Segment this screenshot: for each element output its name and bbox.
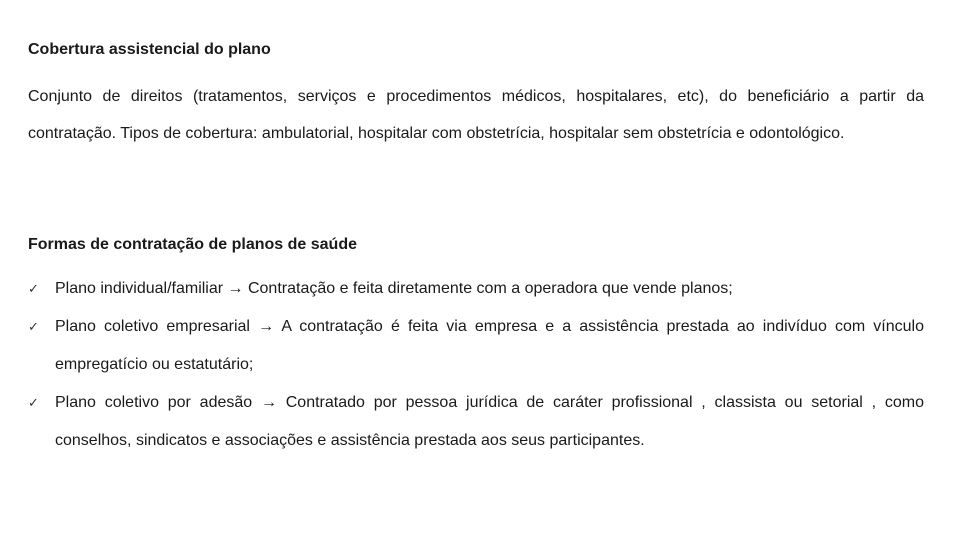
list-item-text: Plano coletivo por adesão → Contratado por pessoa jurídica de caráter profissional , classista ou setorial , como conselhos, sindicatos e associações e assistência prestada aos seus participantes. xyxy=(55,394,924,449)
checkmark-icon: ✓ xyxy=(28,395,39,410)
list-item xyxy=(28,308,924,384)
list-item xyxy=(28,270,924,308)
list-item-text: Plano individual/familiar → Contratação e feita diretamente com a operadora que vende planos; xyxy=(55,280,733,297)
list-item xyxy=(28,384,924,460)
coverage-heading: Cobertura assistencial do plano xyxy=(28,41,271,58)
checkmark-icon: ✓ xyxy=(28,281,39,296)
contract-types-list xyxy=(28,270,924,460)
checkmark-icon: ✓ xyxy=(28,319,39,334)
contract-types-heading: Formas de contratação de planos de saúde xyxy=(28,236,357,253)
list-item-text: Plano coletivo empresarial → A contratação é feita via empresa e a assistência prestada ao indivíduo com vínculo empregatício ou estatutário; xyxy=(55,318,924,373)
coverage-description: Conjunto de direitos (tratamentos, serviços e procedimentos médicos, hospitalares, etc), do beneficiário a partir da contratação. Tipos de cobertura: ambulatorial, hospitalar com obstetrícia, hospitalar sem obstetrícia e odontológico. xyxy=(28,88,924,142)
